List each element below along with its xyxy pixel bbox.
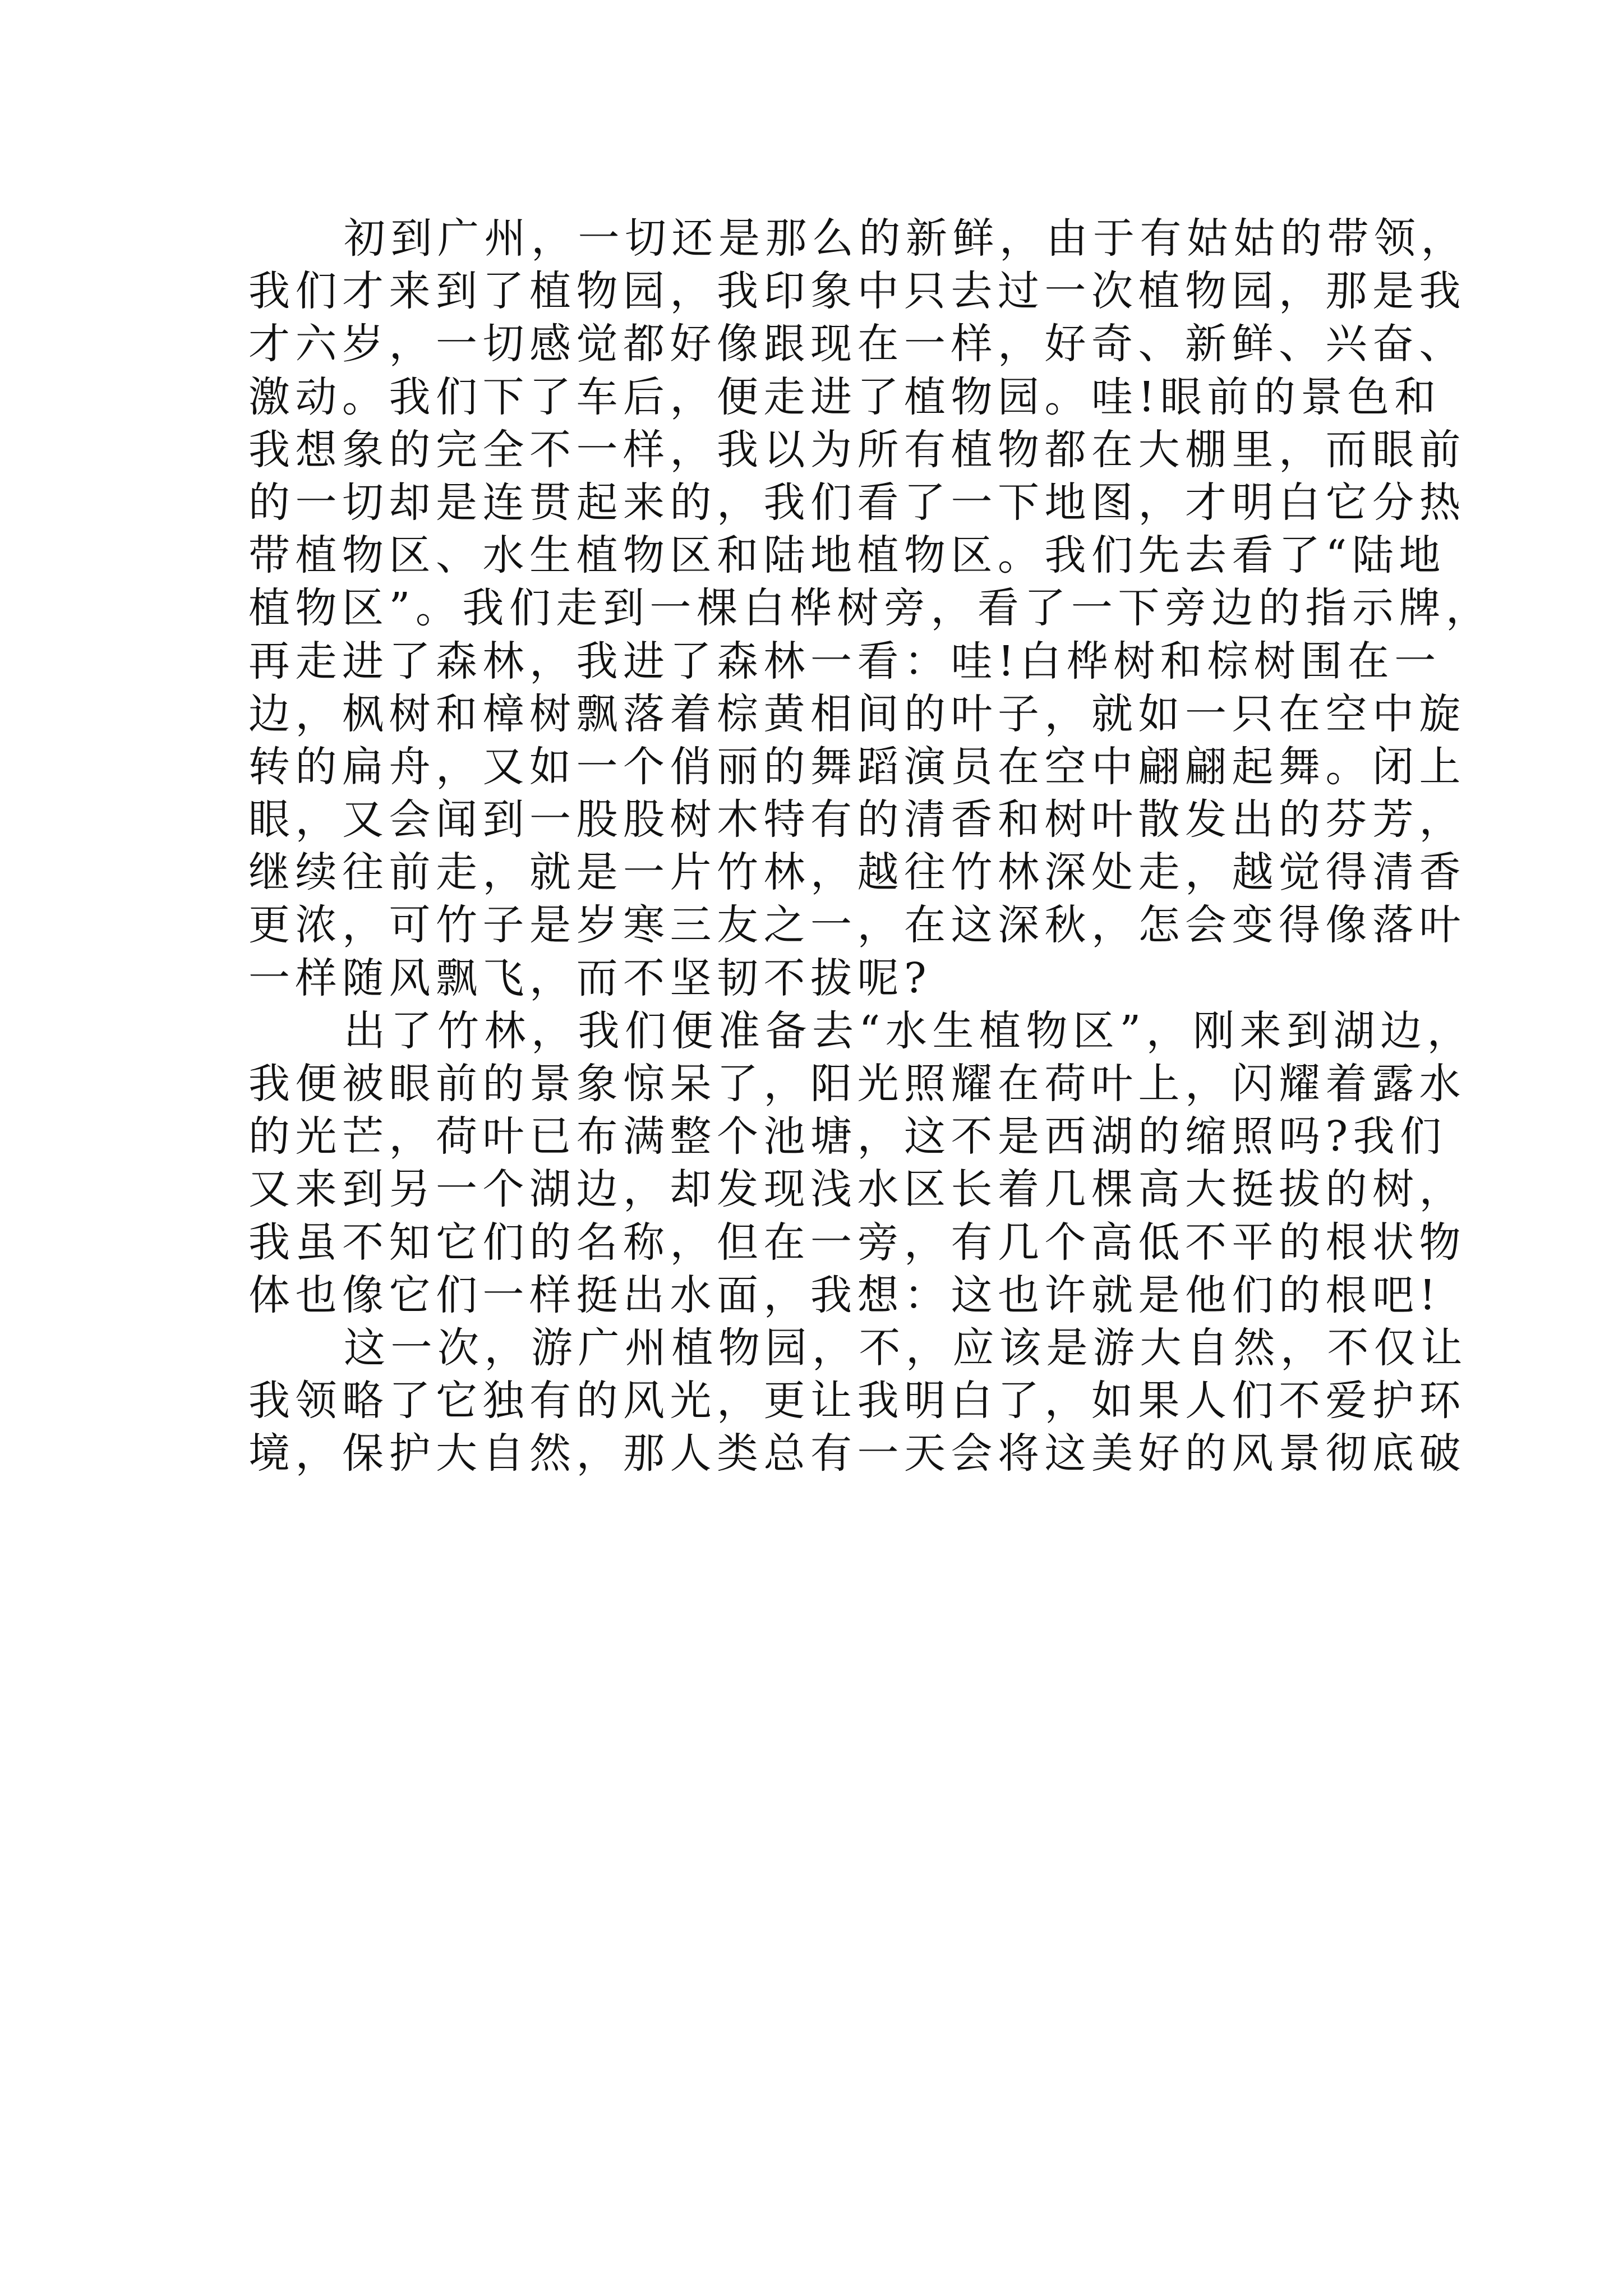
paragraph-1-line-10: 边，枫树和樟树飘落着棕黄相间的叶子，就如一只在空中旋 xyxy=(248,689,1466,738)
paragraph-1-line-4: 激动。我们下了车后，便走进了植物园。哇!眼前的景色和 xyxy=(248,372,1441,421)
paragraph-1-line-5: 我想象的完全不一样，我以为所有植物都在大棚里，而眼前 xyxy=(248,425,1466,474)
paragraph-2-line-4: 又来到另一个湖边，却发现浅水区长着几棵高大挺拔的树， xyxy=(248,1165,1466,1214)
paragraph-1-line-11: 转的扁舟，又如一个俏丽的舞蹈演员在空中翩翩起舞。闭上 xyxy=(248,742,1466,791)
paragraph-1-line-12: 眼，又会闻到一股股树木特有的清香和树叶散发出的芬芳， xyxy=(248,795,1466,844)
paragraph-3-line-1: 这一次，游广州植物园，不，应该是游大自然，不仅让 xyxy=(344,1323,1468,1372)
paragraph-1-line-6: 的一切却是连贯起来的，我们看了一下地图，才明白它分热 xyxy=(248,478,1466,527)
paragraph-1-line-8: 植物区”。我们走到一棵白桦树旁，看了一下旁边的指示牌， xyxy=(248,584,1493,633)
paragraph-2-line-1: 出了竹林，我们便准备去“水生植物区”，刚来到湖边， xyxy=(344,1006,1474,1055)
paragraph-1-line-13: 继续往前走，就是一片竹林，越往竹林深处走，越觉得清香 xyxy=(248,848,1466,897)
paragraph-1-line-9: 再走进了森林，我进了森林一看：哇!白桦树和棕树围在一 xyxy=(248,637,1441,685)
paragraph-2-line-6: 体也像它们一样挺出水面，我想：这也许就是他们的根吧! xyxy=(248,1271,1441,1319)
paragraph-1-line-14: 更浓，可竹子是岁寒三友之一，在这深秋，怎会变得像落叶 xyxy=(248,901,1466,950)
paragraph-1-line-3: 才六岁，一切感觉都好像跟现在一样，好奇、新鲜、兴奋、 xyxy=(248,320,1466,369)
paragraph-2-line-5: 我虽不知它们的名称，但在一旁，有几个高低不平的根状物 xyxy=(248,1218,1466,1267)
paragraph-3-line-2: 我领略了它独有的风光，更让我明白了，如果人们不爱护环 xyxy=(248,1377,1466,1425)
paragraph-1-line-15: 一样随风飘飞，而不坚韧不拔呢? xyxy=(248,954,932,1002)
paragraph-1-line-1: 初到广州，一切还是那么的新鲜，由于有姑姑的带领， xyxy=(344,214,1468,263)
paragraph-2-line-3: 的光芒，荷叶已布满整个池塘，这不是西湖的缩照吗?我们 xyxy=(248,1112,1447,1161)
essay-body xyxy=(248,212,1493,1480)
paragraph-3-line-3: 境，保护大自然，那人类总有一天会将这美好的风景彻底破 xyxy=(248,1429,1466,1478)
paragraph-1-line-7: 带植物区、水生植物区和陆地植物区。我们先去看了“陆地 xyxy=(248,531,1446,580)
paragraph-2-line-2: 我便被眼前的景象惊呆了，阳光照耀在荷叶上，闪耀着露水 xyxy=(248,1060,1466,1108)
paragraph-1-line-2: 我们才来到了植物园，我印象中只去过一次植物园，那是我 xyxy=(248,267,1466,316)
